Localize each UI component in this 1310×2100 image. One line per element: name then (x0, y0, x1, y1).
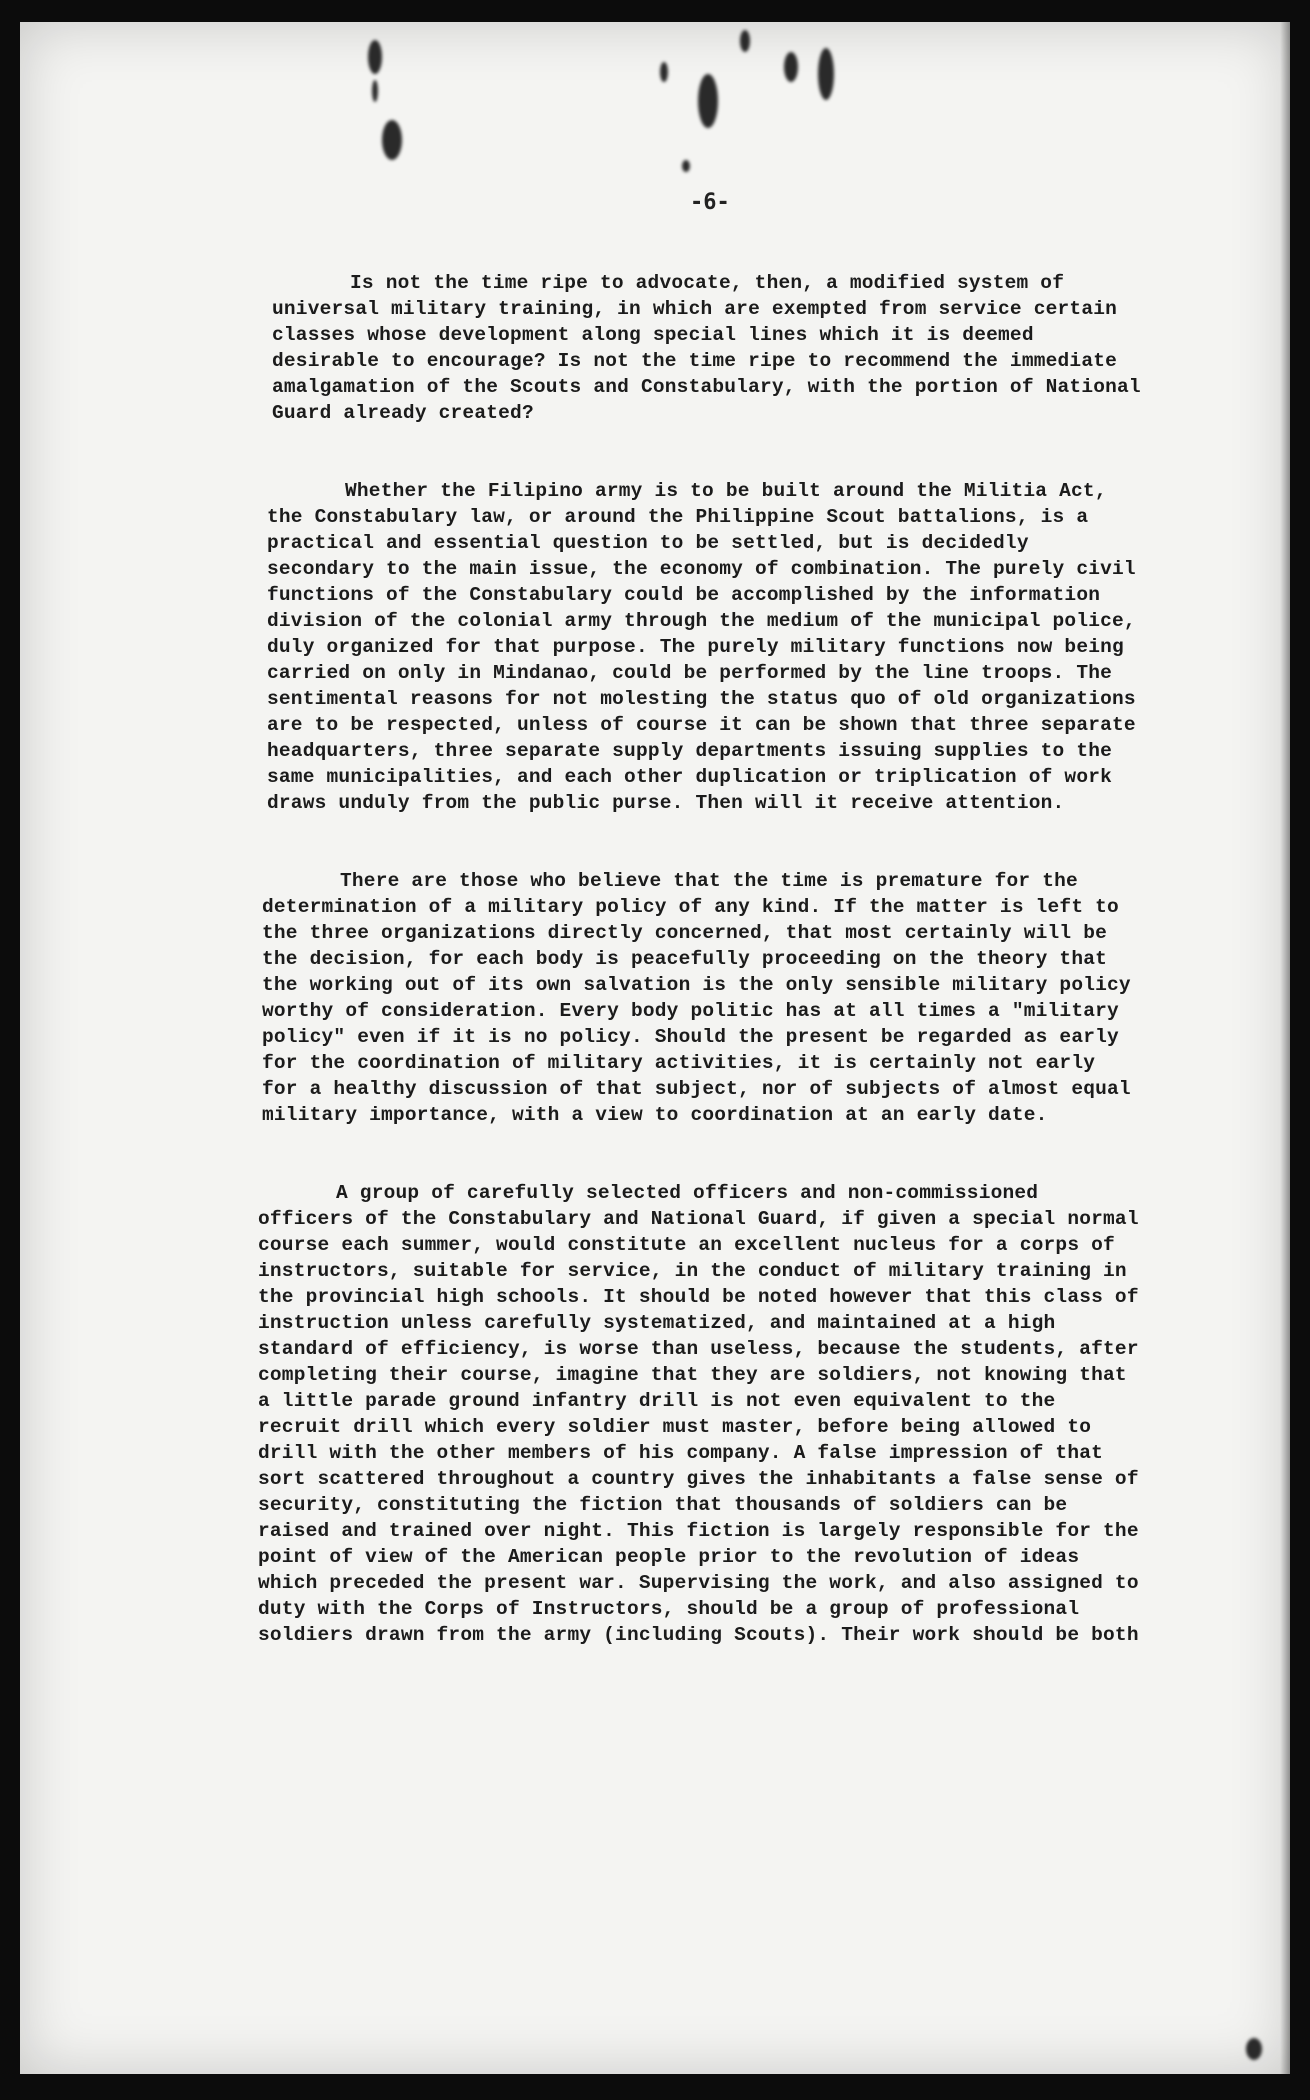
ink-blot (740, 30, 750, 52)
ink-blot (818, 48, 834, 100)
ink-blot (1246, 2038, 1262, 2060)
page-number: -6- (690, 190, 730, 215)
paragraph: There are those who believe that the time is premature for the determination of a military policy of any kind. If the matter is left to the three organizations directly concerned, that most certainly will be the decision, for each body is peacefully proceeding on the theory that the working out of its own salvation is the only sensible military policy worthy of consideration. Every body politic has at all times a "military policy" even if it is no policy. Should the present be regarded as early for the coordination of military activities, it is certainly not early for a healthy discussion of that subject, nor of subjects of almost equal military importance, with a view to coordination at an early date. (262, 870, 1131, 1126)
ink-blot (372, 80, 378, 102)
document-body (258, 270, 1142, 1648)
ink-blot (382, 120, 402, 160)
ink-blot (682, 160, 690, 172)
ink-blot (698, 74, 718, 128)
paragraph: Whether the Filipino army is to be built around the Militia Act, the Constabulary law, or around the Philippine Scout battalions, is a practical and essential question to be settled, but is decidedly secondary to the main issue, the economy of combination. The purely civil functions of the Constabulary could be accomplished by the information division of the colonial army through the medium of the municipal police, duly organized for that purpose. The purely military functions now being carried on only in Mindanao, could be performed by the line troops. The sentimental reasons for not molesting the status quo of old organizations are to be respected, unless of course it can be shown that three separate headquarters, three separate supply departments issuing supplies to the same municipalities, and each other duplication or triplication of work draws unduly from the public purse. Then will it receive attention. (267, 480, 1136, 814)
paragraph: A group of carefully selected officers and non-commissioned officers of the Constabulary and National Guard, if given a special normal course each summer, would constitute an excellent nucleus for a corps of instructors, suitable for service, in the conduct of military training in the provincial high schools. It should be noted however that this class of instruction unless carefully systematized, and maintained at a high standard of efficiency, is worse than useless, because the students, after completing their course, imagine that they are soldiers, not knowing that a little parade ground infantry drill is not even equivalent to the recruit drill which every soldier must master, before being allowed to drill with the other members of his company. A false impression of that sort scattered throughout a country gives the inhabitants a false sense of security, constituting the fiction that thousands of soldiers can be raised and trained over night. This fiction is largely responsible for the point of view of the American people prior to the revolution of ideas which preceded the present war. Supervising the work, and also assigned to duty with the Corps of Instructors, should be a group of professional soldiers drawn from the army (including Scouts). Their work should be both (258, 1182, 1139, 1646)
ink-blot (784, 52, 798, 82)
paragraph: Is not the time ripe to advocate, then, a modified system of universal military training, in which are exempted from service certain classes whose development along special lines which it is deemed desirable to encourage? Is not the time ripe to recommend the immediate amalgamation of the Scouts and Constabulary, with the portion of National Guard already created? (272, 272, 1141, 424)
ink-blot (660, 62, 668, 82)
ink-blot (368, 40, 382, 74)
